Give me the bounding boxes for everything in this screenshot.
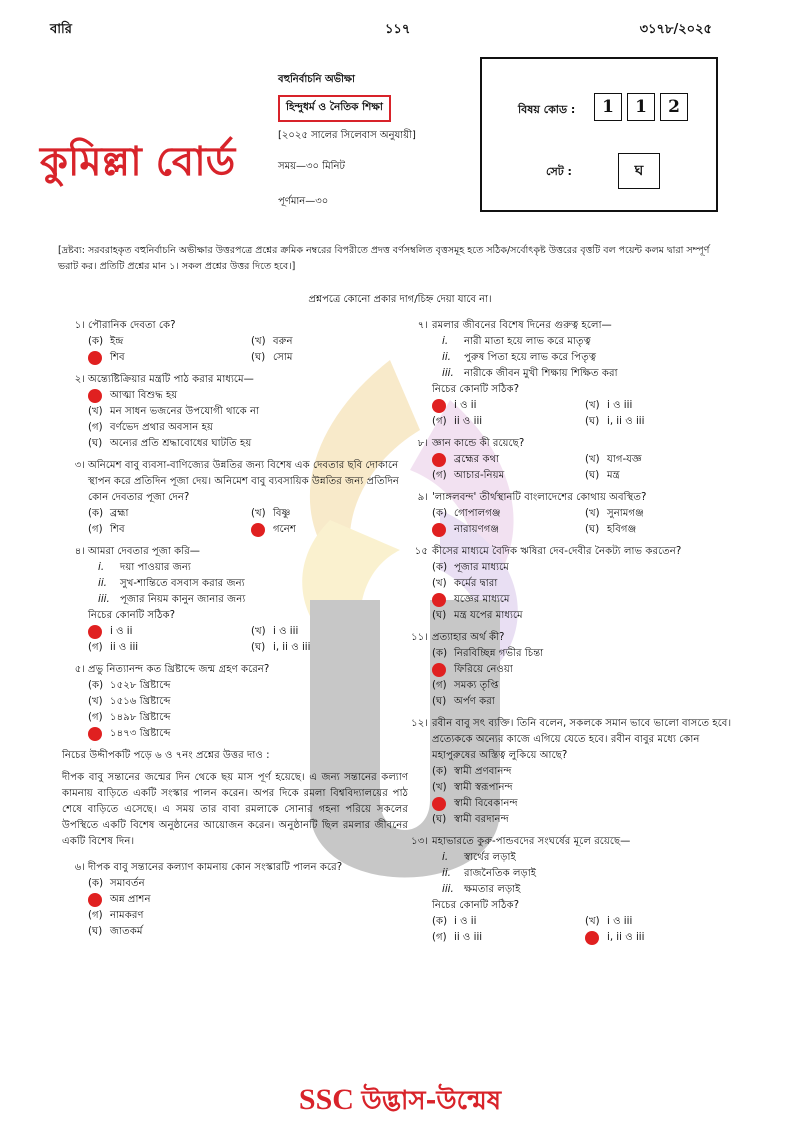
set-value: ঘ [618, 153, 660, 189]
option-label: (গ) [432, 416, 447, 427]
statement-label: ii. [98, 578, 107, 589]
option-text: আচার-নিয়ম [454, 470, 505, 481]
answer-option[interactable] [88, 640, 245, 656]
option-label: (ঘ) [251, 352, 266, 363]
option-text: গোপালগঞ্জ [454, 508, 501, 519]
answer-option[interactable] [88, 522, 245, 538]
option-label: (ক) [432, 766, 448, 777]
answer-option[interactable] [432, 398, 579, 414]
filled-answer-bubble[interactable] [88, 625, 102, 639]
filled-answer-bubble[interactable] [432, 663, 446, 677]
right-column [411, 318, 732, 952]
question-number: ৬। [74, 862, 85, 873]
options [88, 624, 408, 656]
question-number: ৭। [417, 320, 428, 331]
option-label: (ক) [88, 680, 104, 691]
question [411, 834, 732, 946]
option-text: i ও iii [607, 400, 633, 411]
question-text: অন্ত্যেষ্টিক্রিয়ার মন্ত্রটি পাঠ করার মাধ্যমে— [88, 374, 254, 385]
option-text: সোম [273, 352, 293, 363]
answer-option[interactable] [88, 506, 245, 522]
option-label: (খ) [585, 454, 600, 465]
filled-answer-bubble[interactable] [432, 797, 446, 811]
question-text: মহাভারতে কুরু-পান্ডবদের সংঘর্ষের মূলে রয়েছে— [432, 836, 631, 847]
option-text: নামকরণ [110, 910, 144, 921]
answer-option[interactable] [88, 420, 408, 436]
passage-heading: নিচের উদ্দীপকটি পড়ে ৬ ও ৭নং প্রশ্নের উত্তর দাও : [62, 750, 270, 761]
option-text: সুনামগঞ্জ [607, 508, 644, 519]
answer-option[interactable] [88, 624, 245, 640]
option-text: i ও ii [454, 400, 477, 411]
option-text: ১৫১৬ খ্রিষ্টাব্দে [110, 696, 171, 707]
option-label: (ঘ) [585, 524, 600, 535]
answer-option[interactable] [585, 522, 732, 538]
statement [432, 866, 732, 882]
option-label: (ঘ) [251, 642, 266, 653]
answer-option[interactable] [432, 796, 732, 812]
question [74, 318, 408, 366]
question [417, 318, 732, 430]
statement-label: ii. [442, 868, 451, 879]
option-text: নারায়ণগঞ্জ [454, 524, 500, 535]
option-text: যজ্ঞের মাধ্যমে [454, 594, 510, 605]
question [74, 544, 408, 656]
header-page-number: ১১৭ [385, 22, 411, 37]
option-text: ১৪৯৮ খ্রিষ্টাব্দে [110, 712, 171, 723]
question [74, 662, 408, 742]
statement [432, 334, 732, 350]
statement-text: ক্ষমতার লড়াই [464, 884, 521, 895]
option-text: গনেশ [273, 524, 296, 535]
option-text: কর্মের দ্বারা [454, 578, 498, 589]
filled-answer-bubble[interactable] [432, 523, 446, 537]
answer-option[interactable] [432, 414, 579, 430]
answer-option[interactable] [432, 812, 732, 828]
option-text: ব্রহ্মের কথা [454, 454, 500, 465]
option-label: (খ) [251, 626, 266, 637]
exam-info [278, 72, 478, 217]
options [432, 398, 732, 430]
answer-option[interactable] [432, 592, 732, 608]
statement-text: নারীকে জীবন মুখী শিক্ষায় শিক্ষিত করা [464, 368, 618, 379]
option-text: স্বামী প্রণবানন্দ [454, 766, 512, 777]
question [414, 544, 732, 624]
question-number: ৫। [74, 664, 85, 675]
question-text: দীপক বাবু সন্তানের কল্যাণ কামনায় কোন সংস্কারটি পালন করে? [88, 862, 343, 873]
syllabus-note: [২০২৫ সালের সিলেবাস অনুযায়ী] [278, 130, 416, 141]
question-number: ৩। [74, 460, 85, 471]
option-label: (খ) [585, 508, 600, 519]
answer-option[interactable] [251, 640, 408, 656]
statement-label: ii. [442, 352, 451, 363]
answer-option[interactable] [88, 350, 245, 366]
option-label: (খ) [585, 916, 600, 927]
question-number: ১১। [411, 632, 428, 643]
filled-answer-bubble[interactable] [432, 593, 446, 607]
option-text: i ও iii [607, 916, 633, 927]
option-text: সমাবর্তন [110, 878, 145, 889]
option-text: যাগ-যজ্ঞ [607, 454, 642, 465]
statement-text: নারী মাতা হয়ে লাভ করে মাতৃত্ব [464, 336, 591, 347]
answer-option[interactable] [432, 468, 579, 484]
option-label: (গ) [432, 680, 447, 691]
subject-code-label: বিষয় কোড : [518, 103, 576, 116]
no-mark-note: প্রশ্নপত্রে কোনো প্রকার দাগ/চিহ্ন দেয়া যাবে না। [308, 294, 492, 305]
question-number: ১। [74, 320, 85, 331]
followup-question: নিচের কোনটি সঠিক? [432, 384, 520, 395]
answer-option[interactable] [88, 436, 408, 452]
followup-question: নিচের কোনটি সঠিক? [88, 610, 176, 621]
option-text: পূজার মাধ্যমে [454, 562, 509, 573]
filled-answer-bubble[interactable] [88, 351, 102, 365]
option-text: ১৪৭৩ খ্রিষ্টাব্দে [110, 728, 171, 739]
options [432, 914, 732, 946]
option-label: (ক) [88, 508, 104, 519]
statement-label: iii. [442, 368, 454, 379]
option-label: (ঘ) [88, 926, 103, 937]
statement-label: i. [98, 562, 105, 573]
option-text: ইন্দ্র [110, 336, 124, 347]
exam-full-marks: পূর্ণমান—৩০ [278, 196, 329, 207]
answer-option[interactable] [432, 764, 732, 780]
statement-text: দয়া পাওয়ার জন্য [120, 562, 191, 573]
option-text: স্বামী বরদানন্দ [454, 814, 509, 825]
option-label: (ঘ) [585, 416, 600, 427]
question-number: ৪। [74, 546, 85, 557]
option-label: (ঘ) [432, 696, 447, 707]
statement [432, 850, 732, 866]
footer-ssc: SSC [298, 1083, 354, 1116]
question-text: কীসের মাধ্যমে বৈদিক ঋষিরা দেব-দেবীর নৈকট্য লাভ করতেন? [432, 546, 682, 557]
option-text: মন্ত্র যপের মাধ্যমে [454, 610, 523, 621]
statement-label: iii. [98, 594, 110, 605]
answer-option[interactable] [251, 506, 408, 522]
option-text: নিরবিচ্ছিন্ন গভীর চিন্তা [454, 648, 544, 659]
option-label: (গ) [88, 712, 103, 723]
answer-option[interactable] [585, 506, 732, 522]
option-label: (ক) [88, 878, 104, 889]
answer-option[interactable] [432, 662, 732, 678]
options [88, 334, 408, 366]
answer-option[interactable] [88, 678, 408, 694]
question [74, 860, 408, 940]
followup-question: নিচের কোনটি সঠিক? [432, 900, 520, 911]
statement-text: পুরুষ পিতা হয়ে লাভ করে পিতৃত্ব [464, 352, 597, 363]
set-label: সেট : [546, 165, 572, 178]
passage-text: দীপক বাবু সন্তানের জন্মের দিন থেকে ছয় মাস পূর্ণ হয়েছে। এ জন্য সন্তানের কল্যাণ কামনায় বাড়িতে একটি সংস্কার পালন করেন। অপর দিকে রমলা বিশ্ববিদ্যালয়ের পাঠ শেষে বাড়িতে এসেছে। এ সময় তার বাবা রমলাকে সোনার গহনা পরিয়ে সকলের উপস্থিতে একটি বিশেষ অনুষ্ঠানের আয়োজন করেন। অনুষ্ঠানটি ছিল রমলার জীবনের একটি বিশেষ দিন। [62, 772, 408, 847]
option-text: স্বামী বিবেকানন্দ [454, 798, 518, 809]
filled-answer-bubble[interactable] [432, 453, 446, 467]
answer-option[interactable] [88, 726, 408, 742]
answer-option[interactable] [251, 522, 408, 538]
question-number: ১২। [411, 718, 428, 729]
option-text: i ও ii [110, 626, 133, 637]
option-text: বিষ্ণু [273, 508, 291, 519]
question-number: ২। [74, 374, 85, 385]
code-digit: 1 [594, 93, 622, 121]
option-text: i ও iii [273, 626, 299, 637]
question-number: ১৫ [414, 546, 428, 557]
answer-option[interactable] [432, 678, 732, 694]
statement [88, 592, 408, 608]
instructions: [দ্রষ্টব্য: সরবরাহকৃত বহুনির্বাচনি অভীক্ষার উত্তরপত্রে প্রশ্নের ক্রমিক নম্বরের বিপরীতে প্রদত্ত বর্ণসম্বলিত বৃত্তসমূহ হতে সঠিক/সর্বোৎকৃষ্ট উত্তরের বৃত্তটি বল পয়েন্ট কলম দ্বারা সম্পূর্ণ ভরাট কর। প্রতিটি প্রশ্নের মান ১। সকল প্রশ্নের উত্তর দিতে হবে।] [58, 245, 710, 272]
code-digit: 1 [627, 93, 655, 121]
question [417, 490, 732, 538]
answer-option[interactable] [585, 468, 732, 484]
statement-text: সুখ-শান্তিতে বসবাস করার জন্য [120, 578, 245, 589]
option-label: (গ) [88, 422, 103, 433]
answer-option[interactable] [432, 914, 579, 930]
options [432, 560, 732, 624]
option-label: (খ) [585, 400, 600, 411]
question [74, 458, 408, 538]
statement-label: iii. [442, 884, 454, 895]
answer-option[interactable] [251, 334, 408, 350]
filled-answer-bubble[interactable] [88, 389, 102, 403]
options [88, 388, 408, 452]
answer-option[interactable] [585, 914, 732, 930]
option-label: (গ) [432, 932, 447, 943]
answer-option[interactable] [88, 388, 408, 404]
option-text: অন্ন প্রাশন [110, 894, 151, 905]
answer-option[interactable] [88, 908, 408, 924]
options [432, 646, 732, 710]
question [417, 436, 732, 484]
statement-label: i. [442, 336, 449, 347]
answer-option[interactable] [88, 710, 408, 726]
options [88, 678, 408, 742]
question-number: ৯। [417, 492, 428, 503]
option-label: (ঘ) [88, 438, 103, 449]
option-label: (খ) [432, 782, 447, 793]
footer-brand [0, 1080, 800, 1124]
statement [88, 560, 408, 576]
option-text: হবিগঞ্জ [607, 524, 637, 535]
option-text: ১৫২৮ খ্রিষ্টাব্দে [110, 680, 171, 691]
answer-option[interactable] [432, 646, 732, 662]
statement-text: স্বার্থের লড়াই [464, 852, 516, 863]
option-label: (খ) [251, 508, 266, 519]
statement [432, 882, 732, 898]
option-text: ii ও iii [454, 932, 483, 943]
answer-option[interactable] [88, 892, 408, 908]
answer-option[interactable] [251, 350, 408, 366]
option-label: (গ) [88, 910, 103, 921]
option-label: (খ) [88, 696, 103, 707]
statement [432, 350, 732, 366]
answer-option[interactable] [432, 694, 732, 710]
option-text: জাতকর্ম [110, 926, 143, 937]
subject-title: হিন্দুধর্ম ও নৈতিক শিক্ষা [278, 95, 391, 122]
option-label: (ঘ) [585, 470, 600, 481]
question-text: প্রত্যাহার অর্থ কী? [432, 632, 505, 643]
answer-option[interactable] [251, 624, 408, 640]
option-text: ফিরিয়ে নেওয়া [454, 664, 513, 675]
answer-option[interactable] [88, 876, 408, 892]
statement [432, 366, 732, 382]
option-text: স্বামী স্বরূপানন্দ [454, 782, 513, 793]
option-label: (ক) [432, 508, 448, 519]
answer-option[interactable] [88, 924, 408, 940]
filled-answer-bubble[interactable] [88, 727, 102, 741]
option-text: আত্মা বিশুদ্ধ হয় [110, 390, 178, 401]
answer-option[interactable] [432, 608, 732, 624]
option-text: অন্যের প্রতি শ্রদ্ধাবোধের ঘাটতি হয় [110, 438, 252, 449]
question-text: জ্ঞান কান্ডে কী রয়েছে? [432, 438, 525, 449]
answer-option[interactable] [88, 404, 408, 420]
question-text: প্রভু নিত্যানন্দ কত খ্রিষ্টাব্দে জন্ম গ্রহণ করেন? [88, 664, 270, 675]
header-right-code: ৩১৭৮/২০২৫ [639, 22, 712, 37]
question [411, 716, 732, 828]
option-text: বরুন [273, 336, 293, 347]
options [432, 506, 732, 538]
question-number: ১৩। [411, 836, 428, 847]
question-number: ৮। [417, 438, 428, 449]
option-text: i ও ii [454, 916, 477, 927]
filled-answer-bubble[interactable] [432, 399, 446, 413]
option-label: (খ) [432, 578, 447, 589]
answer-option[interactable] [585, 414, 732, 430]
options [88, 506, 408, 538]
answer-option[interactable] [432, 576, 732, 592]
option-label: (ক) [432, 916, 448, 927]
option-label: (ঘ) [432, 814, 447, 825]
option-label: (খ) [251, 336, 266, 347]
option-label: (খ) [88, 406, 103, 417]
left-column [62, 318, 408, 946]
answer-option[interactable] [585, 398, 732, 414]
filled-answer-bubble[interactable] [88, 893, 102, 907]
options [88, 876, 408, 940]
option-label: (গ) [432, 470, 447, 481]
board-name: কুমিল্লা বোর্ড [40, 138, 236, 185]
option-label: (ঘ) [432, 610, 447, 621]
answer-option[interactable] [432, 560, 732, 576]
answer-option[interactable] [585, 452, 732, 468]
exam-type: বহুনির্বাচনি অভীক্ষা [278, 74, 355, 85]
filled-answer-bubble[interactable] [585, 931, 599, 945]
subject-code-box [480, 57, 718, 212]
option-text: ব্রহ্মা [110, 508, 129, 519]
exam-time: সময়—৩০ মিনিট [278, 161, 345, 172]
option-text: i, ii ও iii [273, 642, 311, 653]
answer-option[interactable] [432, 506, 579, 522]
filled-answer-bubble[interactable] [251, 523, 265, 537]
answer-option[interactable] [432, 452, 579, 468]
question-text: অনিমেশ বাবু ব্যবসা-বাণিজ্যের উন্নতির জন্য বিশেষ এক দেবতার ছবি দোকানে স্থাপন করে প্রতিদিন পূজা দেয়। অনিমেশ বাবু ব্যবসায়িক উন্নতির জন্য প্রতিদিন কোন দেবতার পূজা দেন? [88, 460, 400, 503]
option-label: (ক) [88, 336, 104, 347]
question [74, 372, 408, 452]
option-text: অর্পণ করা [454, 696, 495, 707]
option-text: i, ii ও iii [607, 932, 645, 943]
code-digit: 2 [660, 93, 688, 121]
option-text: সমক্য তৃপ্তি [454, 680, 499, 691]
question-text: রবীন বাবু সৎ ব্যক্তি। তিনি বলেন, সকলকে সমান ভাবে ভালো বাসতে হবে। প্রত্যেককে অন্যের কাজে এগিয়ে যেতে হবে। রবীন বাবুর মধ্যে কোন মহাপুরুষের অস্তিত্ব লুকিয়ে আছে? [432, 718, 732, 761]
statement-label: i. [442, 852, 449, 863]
option-label: (গ) [88, 642, 103, 653]
answer-option[interactable] [432, 522, 579, 538]
answer-option[interactable] [585, 930, 732, 946]
question [411, 630, 732, 710]
question-text: রমলার জীবনের বিশেষ দিনের গুরুত্ব হলো— [432, 320, 612, 331]
options [432, 452, 732, 484]
option-text: i, ii ও iii [607, 416, 645, 427]
statement-text: পূজার নিয়ম কানুন জানার জন্য [120, 594, 246, 605]
question-text: পৌরানিক দেবতা কে? [88, 320, 176, 331]
header-left-code: বারি [50, 22, 72, 37]
footer-brand-name: উদ্ভাস-উন্মেষ [361, 1086, 502, 1116]
option-text: বর্ণভেদ প্রথার অবসান হয় [110, 422, 213, 433]
option-text: শিব [110, 524, 125, 535]
option-label: (ক) [432, 562, 448, 573]
answer-option[interactable] [88, 694, 408, 710]
question-text: 'লাঙ্গলবন্দ' তীর্থস্থানটি বাংলাদেশের কোথায় অবস্থিত? [432, 492, 647, 503]
answer-option[interactable] [432, 930, 579, 946]
question-text: আমরা দেবতার পূজা করি— [88, 546, 200, 557]
option-text: ii ও iii [454, 416, 483, 427]
option-label: (গ) [88, 524, 103, 535]
options [432, 764, 732, 828]
statement-text: রাজনৈতিক লড়াই [464, 868, 537, 879]
answer-option[interactable] [432, 780, 732, 796]
statement [88, 576, 408, 592]
answer-option[interactable] [88, 334, 245, 350]
option-label: (ক) [432, 648, 448, 659]
option-text: মন সাধন ভজনের উপযোগী থাকে না [110, 406, 260, 417]
option-text: ii ও iii [110, 642, 139, 653]
option-text: শিব [110, 352, 125, 363]
option-text: মন্ত্র [607, 470, 620, 481]
